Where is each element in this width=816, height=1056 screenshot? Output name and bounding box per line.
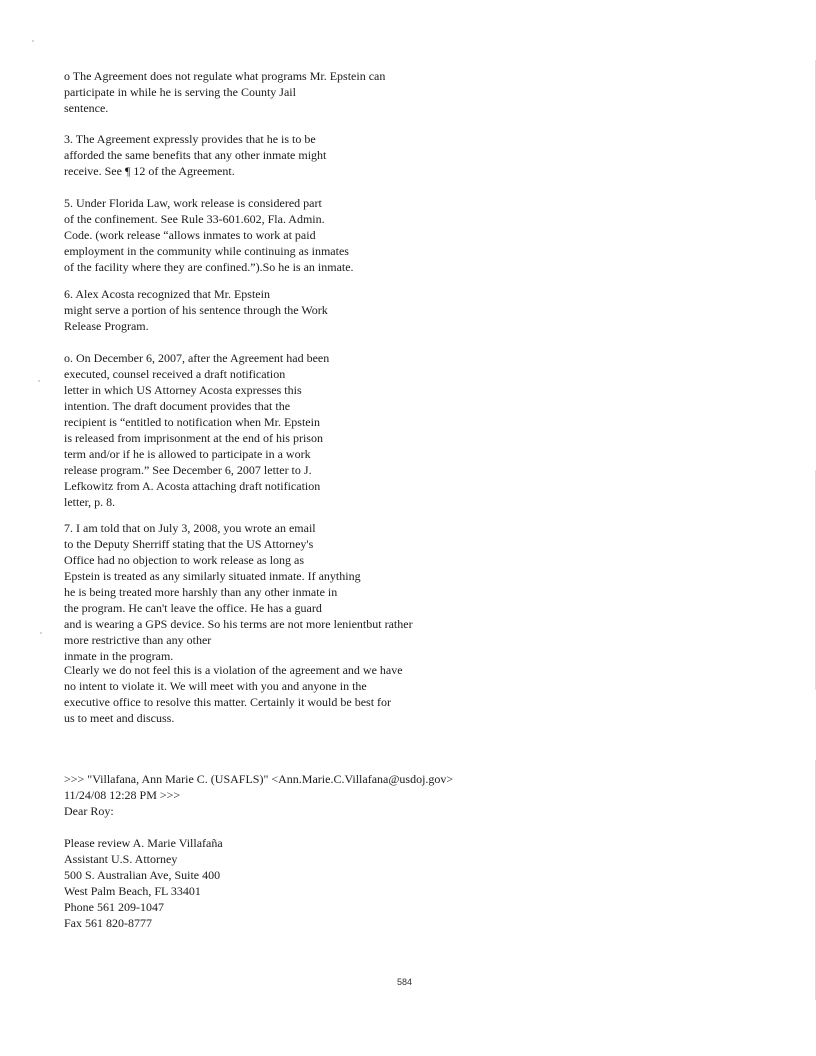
text-line: afforded the same benefits that any other inmate might [64,148,327,162]
text-line: Clearly we do not feel this is a violation of the agreement and we have [64,663,403,677]
text-line: us to meet and discuss. [64,711,175,725]
text-line: to the Deputy Sherriff stating that the US Attorney's [64,537,314,551]
paragraph-agreement-programs [64,68,385,116]
text-line: of the confinement. See Rule 33-601.602, Fla. Admin. [64,212,325,226]
text-line: Code. (work release “allows inmates to work at paid [64,228,316,242]
email-timestamp-line: 11/24/08 12:28 PM >>> [64,788,181,802]
text-line: recipient is “entitled to notification when Mr. Epstein [64,415,320,429]
paragraph-6-acosta-recognized [64,286,328,334]
text-line: o. On December 6, 2007, after the Agreement had been [64,351,330,365]
email-signature [64,835,223,931]
text-line: more restrictive than any other [64,633,212,647]
email-salutation: Dear Roy: [64,804,114,818]
text-line: executive office to resolve this matter. Certainly it would be best for [64,695,392,709]
text-line: no intent to violate it. We will meet with you and anyone in the [64,679,367,693]
text-line: Epstein is treated as any similarly situated inmate. If anything [64,569,361,583]
paragraph-draft-notification [64,350,329,510]
text-line: sentence. [64,101,109,115]
signature-phone: Phone 561 209-1047 [64,900,164,914]
signature-address-street: 500 S. Australian Ave, Suite 400 [64,868,221,882]
text-line: Office had no objection to work release as long as [64,553,305,567]
text-line: participate in while he is serving the County Jail [64,85,296,99]
paragraph-7-email-deputy-sheriff [64,520,413,664]
text-line: might serve a portion of his sentence through the Work [64,303,328,317]
paragraph-3-same-benefits [64,131,326,179]
signature-name-line: Please review A. Marie Villafaña [64,836,223,850]
scan-speck [38,380,40,382]
text-line: 5. Under Florida Law, work release is considered part [64,196,322,210]
text-line: the program. He can't leave the office. He has a guard [64,601,322,615]
text-line: term and/or if he is allowed to participate in a work [64,447,311,461]
text-line: intention. The draft document provides that the [64,399,291,413]
signature-title: Assistant U.S. Attorney [64,852,178,866]
text-line: 7. I am told that on July 3, 2008, you wrote an email [64,521,316,535]
page-number: 584 [397,977,413,987]
text-line: letter in which US Attorney Acosta expresses this [64,383,302,397]
text-line: of the facility where they are confined.”).So he is an inmate. [64,260,354,274]
scan-speck [32,40,34,42]
text-line: employment in the community while continuing as inmates [64,244,349,258]
text-line: release program.” See December 6, 2007 letter to J. [64,463,312,477]
text-line: Release Program. [64,319,149,333]
paragraph-5-florida-law [64,195,354,275]
paragraph-conclusion [64,662,403,726]
text-line: 6. Alex Acosta recognized that Mr. Epstein [64,287,270,301]
text-line: he is being treated more harshly than any other inmate in [64,585,338,599]
email-header [64,771,453,819]
signature-address-city: West Palm Beach, FL 33401 [64,884,201,898]
text-line: 3. The Agreement expressly provides that he is to be [64,132,316,146]
text-line: executed, counsel received a draft notification [64,367,286,381]
text-line: o The Agreement does not regulate what programs Mr. Epstein can [64,69,386,83]
scan-speck [40,632,42,634]
text-line: Lefkowitz from A. Acosta attaching draft notification [64,479,321,493]
text-line: is released from imprisonment at the end of his prison [64,431,323,445]
text-line: receive. See ¶ 12 of the Agreement. [64,164,235,178]
text-line: letter, p. 8. [64,495,116,509]
text-line: and is wearing a GPS device. So his terms are not more lenientbut rather [64,617,413,631]
signature-fax: Fax 561 820-8777 [64,916,152,930]
text-line: inmate in the program. [64,649,174,663]
email-sender-line: >>> "Villafana, Ann Marie C. (USAFLS)" <Ann.Marie.C.Villafana@usdoj.gov> [64,772,454,786]
